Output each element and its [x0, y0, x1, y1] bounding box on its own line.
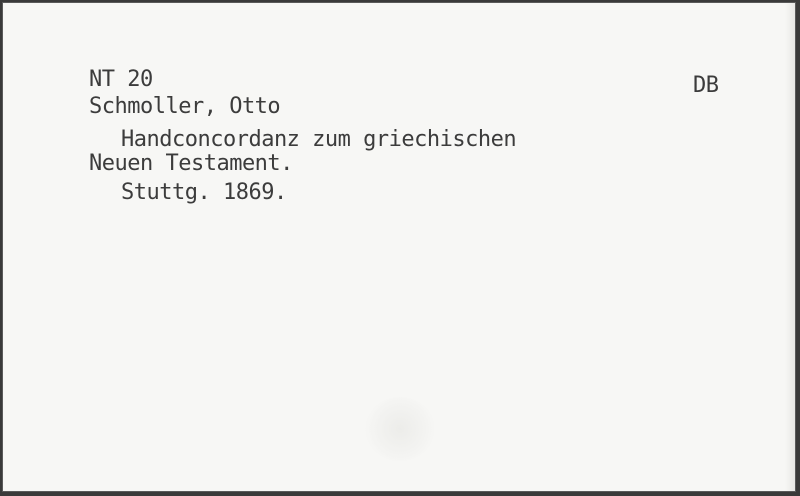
title-line-1: Handconcordanz zum griechischen	[121, 127, 517, 152]
author-line: Schmoller, Otto	[89, 94, 281, 119]
catalog-card	[2, 2, 796, 492]
call-number: NT 20	[89, 67, 153, 92]
imprint-line: Stuttg. 1869.	[121, 180, 287, 205]
card-edge-shadow	[785, 3, 795, 491]
paper-smudge	[365, 397, 435, 461]
title-line-2: Neuen Testament.	[89, 151, 293, 176]
location-code: DB	[693, 73, 719, 98]
